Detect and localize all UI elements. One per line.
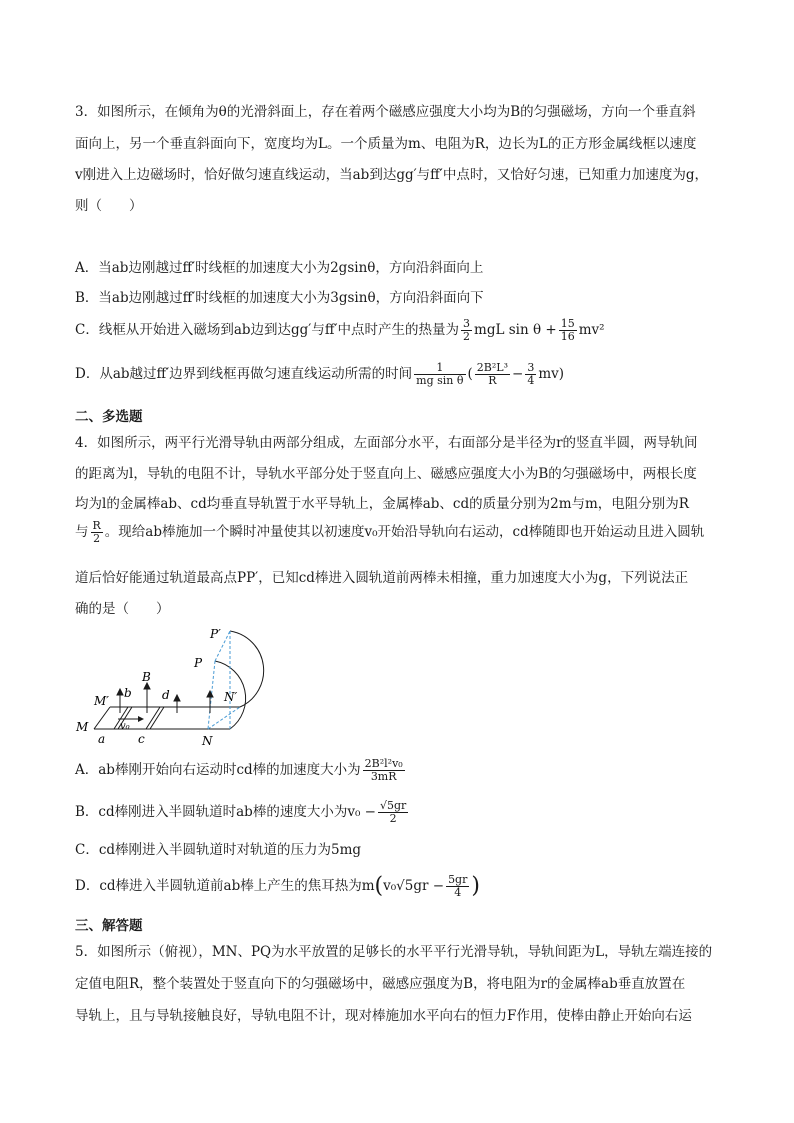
q5-line-3: 导轨上，且与导轨接触良好，导轨电阻不计，现对棒施加水平向右的恒力F作用，使棒由静止开始向右运: [75, 1008, 692, 1024]
q3-option-d-text: D．从ab越过ff′边界到线框再做匀速直线运动所需的时间: [75, 366, 413, 382]
label-a: a: [98, 732, 106, 746]
q4-b-frac: $\frac{√5gr}{2}$: [379, 799, 407, 825]
q3-line-2: 面向上，另一个垂直斜面向下，宽度均为L。一个质量为m、电阻为R，边长为L的正方形金属线框以速度: [75, 136, 697, 152]
label-M-prime: M′: [94, 694, 110, 708]
q3-c-frac-1: $\frac{3}{2}$: [463, 317, 471, 343]
rod-cd-1: [146, 707, 160, 729]
label-c: c: [138, 732, 145, 746]
q4-line-3: 均为l的金属棒ab、cd均垂直导轨置于水平导轨上，金属棒ab、cd的质量分别为2m与m，电阻分别为R: [75, 496, 689, 512]
q3-c-frac-2: $\frac{15}{16}$: [560, 317, 575, 343]
q4-line-4: [75, 520, 725, 545]
rail-left-end: [94, 707, 110, 729]
label-M: M: [76, 720, 89, 734]
q3-option-c: [75, 318, 605, 343]
q3-line-3: v刚进入上边磁场时，恰好做匀速直线运动，当ab到达gg′与ff′中点时，又恰好匀速，已知重力加速度为g，: [75, 167, 708, 183]
q5-line-1: 5．如图所示（俯视），MN、PQ为水平放置的足够长的水平平行光滑导轨，导轨间距为L，导轨左端连接的: [75, 944, 713, 960]
q4-line-4-pre: 与: [75, 524, 89, 540]
rail-diagram: [70, 625, 300, 750]
q3-line-4: 则（ ）: [75, 198, 143, 214]
q3-option-b: B．当ab边刚越过ff′时线框的加速度大小为3gsinθ，方向沿斜面向下: [75, 290, 484, 306]
label-d: d: [162, 688, 170, 702]
q3-option-d: D．从ab越过ff′边界到线框再做匀速直线运动所需的时间 $\frac{1}{\text{mg sin θ}}$ ( $\frac{\text{2B²L³}}{R}$ − $\frac{3}{4}$ mv): [75, 361, 565, 387]
q3-d-frac-3: $\frac{3}{4}$: [527, 361, 535, 387]
q4-line-1: 4．如图所示，两平行光滑导轨由两部分组成，左面部分水平，右面部分是半径为r的竖直半圆，两导轨间: [75, 435, 698, 451]
q4-r-half-frac: $\frac{R}{2}$: [92, 519, 101, 545]
q3-c-post: mv²: [578, 322, 605, 338]
q3-option-c-text: C．线框从开始进入磁场到ab边到达gg′与ff′中点时产生的热量为: [75, 322, 460, 338]
q4-option-b-text: B．cd棒刚进入半圆轨道时ab棒的速度大小为v₀ −: [75, 804, 376, 820]
q4-line-5: 道后恰好能通过轨道最高点PP′，已知cd棒进入圆轨道前两棒未相撞，重力加速度大小为g，下列说法正: [75, 570, 689, 586]
q5-line-2: 定值电阻R，整个装置处于竖直向下的匀强磁场中，磁感应强度为B，将电阻为r的金属棒ab垂直放置在: [75, 976, 686, 992]
q3-c-mid: mgL sin θ +: [474, 322, 557, 338]
q4-d-inner: v₀√5gr −: [383, 878, 445, 894]
q4-d-frac: $\frac{5gr}{4}$: [448, 873, 468, 899]
q3-option-a: A．当ab边刚越过ff′时线框的加速度大小为2gsinθ，方向沿斜面向上: [75, 260, 484, 276]
label-b: b: [124, 686, 132, 700]
q3-d-mid: −: [512, 366, 524, 382]
section-multiple-choice: 二、多选题: [75, 409, 143, 425]
section-answer-questions: 三、解答题: [75, 918, 143, 934]
q4-option-c: C．cd棒刚进入半圆轨道时对轨道的压力为5mg: [75, 842, 362, 858]
label-P: P: [194, 656, 203, 670]
label-v0: v₀: [120, 721, 130, 732]
q4-option-a-text: A．ab棒刚开始向右运动时cd棒的加速度大小为: [75, 762, 361, 778]
q4-a-frac: $\frac{\text{2B²l²v₀}}{3mR}$: [364, 757, 403, 783]
velocity-arrowhead: [138, 716, 144, 722]
q3-line-1: 3．如图所示，在倾角为θ的光滑斜面上，存在着两个磁感应强度大小均为B的匀强磁场，方向一个垂直斜: [75, 104, 696, 120]
q4-line-2: 的距离为l，导轨的电阻不计，导轨水平部分处于竖直向上、磁感应强度大小为B的匀强磁场中，两根长度: [75, 466, 697, 482]
q4-option-d-text: D．cd棒进入半圆轨道前ab棒上产生的焦耳热为m: [75, 878, 375, 894]
q4-option-b: [75, 800, 410, 825]
label-N-prime: N′: [224, 690, 238, 704]
q4-line-4-post: 。现给ab棒施加一个瞬时冲量使其以初速度v₀开始沿导轨向右运动，cd棒随即也开始运动且进入圆轨: [104, 524, 705, 540]
q4-option-d: D．cd棒进入半圆轨道前ab棒上产生的焦耳热为m(v₀√5gr − $\frac{5gr}{4}$ ): [75, 873, 480, 899]
label-B: B: [142, 670, 151, 684]
label-N: N: [202, 734, 213, 748]
q3-d-frac-1: $\frac{1}{\text{mg sin θ}}$: [416, 361, 464, 387]
q3-d-frac-2: $\frac{\text{2B²L³}}{R}$: [476, 361, 509, 387]
dashed-diagonal: [208, 707, 240, 729]
q4-option-a: [75, 758, 407, 783]
label-P-prime: P′: [210, 627, 221, 641]
q3-d-post: mv): [538, 366, 565, 382]
q4-line-6: 确的是（ ）: [75, 601, 170, 617]
rod-cd-2: [150, 707, 164, 729]
